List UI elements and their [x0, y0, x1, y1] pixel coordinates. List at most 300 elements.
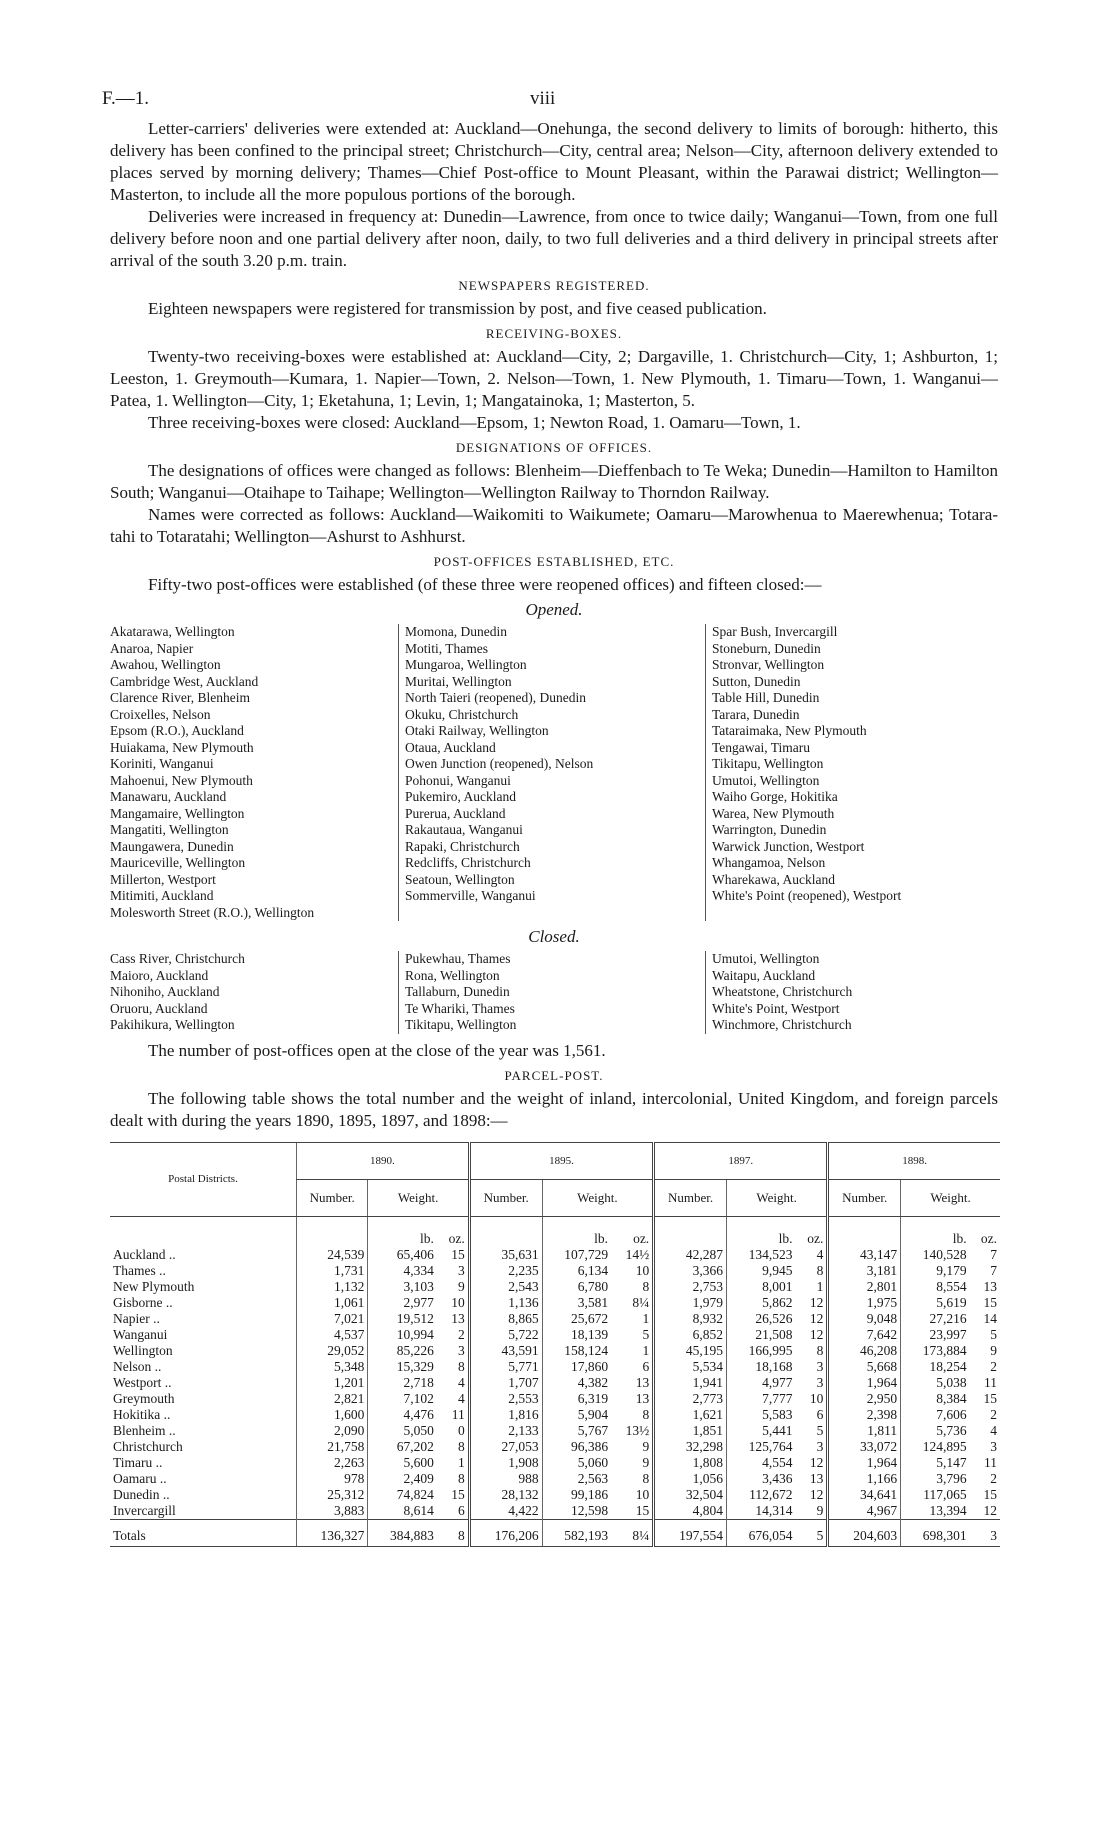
number-cell: 5,722 — [469, 1327, 542, 1343]
post-office-entry: Mahoenui, New Plymouth — [110, 772, 253, 788]
weight-lb-cell: 124,895 — [901, 1439, 970, 1455]
weight-oz-cell: 3 — [816, 1358, 824, 1374]
weight-oz-cell: 15 — [451, 1246, 465, 1262]
designations-paragraph-1: The designations of offices were changed as follows: Blenheim—Dieffenbach to Te Weka; Dunedin—Hamilton to Hamilton South; Wanganui—Otaihape to Taihape; Wellington—Wellington Railway to Thorndon Railway. — [110, 461, 998, 502]
weight-lb-cell: 17,860 — [542, 1359, 611, 1375]
weight-lb-cell: 384,883 — [368, 1519, 437, 1546]
weight-lb-cell: 5,038 — [901, 1375, 970, 1391]
weight-oz-cell: 10 — [809, 1390, 824, 1406]
opened-label: Opened. — [525, 600, 583, 619]
post-office-entry: Rona, Wellington — [405, 967, 500, 983]
weight-oz-cell: 3 — [458, 1342, 465, 1358]
number-cell: 2,090 — [297, 1423, 368, 1439]
weight-oz-cell: 8 — [437, 1519, 469, 1546]
number-cell: 24,539 — [297, 1247, 368, 1263]
open-total-paragraph: The number of post-offices open at the close of the year was 1,561. — [148, 1040, 606, 1060]
post-office-entry: Maungawera, Dunedin — [110, 838, 234, 854]
post-office-entry: Motiti, Thames — [405, 640, 488, 656]
table-row — [110, 1247, 1000, 1263]
number-cell: 1,941 — [654, 1375, 727, 1391]
number-cell: 176,206 — [469, 1519, 542, 1546]
table-row — [110, 1439, 1000, 1455]
number-cell: 5,534 — [654, 1359, 727, 1375]
weight-oz-cell: 5 — [816, 1422, 824, 1438]
unit-lb: lb. — [726, 1216, 795, 1247]
weight-lb-cell: 9,179 — [901, 1263, 970, 1279]
number-cell: 1,811 — [828, 1423, 901, 1439]
weight-oz-cell: 12 — [809, 1326, 824, 1342]
post-office-entry: Umutoi, Wellington — [712, 772, 820, 788]
weight-lb-cell: 3,581 — [542, 1295, 611, 1311]
district-name: Christchurch — [113, 1438, 183, 1454]
year-header: 1890. — [297, 1142, 470, 1179]
weight-lb-cell: 125,764 — [726, 1439, 795, 1455]
number-cell: 2,235 — [469, 1263, 542, 1279]
number-cell: 28,132 — [469, 1487, 542, 1503]
post-office-entry: Stoneburn, Dunedin — [712, 640, 821, 656]
number-cell: 27,053 — [469, 1439, 542, 1455]
post-office-entry: Warwick Junction, Westport — [712, 838, 865, 854]
number-cell: 4,422 — [469, 1503, 542, 1520]
units-spacer — [110, 1216, 297, 1247]
weight-oz-cell: 11 — [984, 1454, 997, 1470]
designations-heading: DESIGNATIONS OF OFFICES. — [455, 440, 653, 455]
weight-lb-cell: 6,319 — [542, 1391, 611, 1407]
number-cell: 2,263 — [297, 1455, 368, 1471]
designations-paragraph-2: Names were corrected as follows: Auckland—Waikomiti to Waikumete; Oamaru—Marowhenua to Maerewhenua; Totara-tahi to Totaratahi; Wellington—Ashurst to Ashhurst. — [110, 505, 998, 546]
weight-lb-cell: 96,386 — [542, 1439, 611, 1455]
weight-oz-cell: 6 — [458, 1502, 465, 1518]
unit-oz: oz. — [980, 1230, 997, 1246]
number-cell: 25,312 — [297, 1487, 368, 1503]
weight-lb-cell: 18,139 — [542, 1327, 611, 1343]
weight-oz-cell: 3 — [816, 1374, 824, 1390]
opened-col-1 — [110, 624, 398, 921]
weight-oz-cell: 8 — [642, 1278, 650, 1294]
post-office-entry: Otaki Railway, Wellington — [405, 723, 549, 738]
table-row — [110, 1359, 1000, 1375]
post-office-entry: Whangamoa, Nelson — [712, 855, 826, 870]
weight-oz-cell: 3 — [970, 1519, 1000, 1546]
weight-lb-cell: 6,134 — [542, 1263, 611, 1279]
district-name: Auckland .. — [113, 1246, 176, 1262]
post-office-entry: Table Hill, Dunedin — [712, 690, 820, 705]
weight-oz-cell: 9 — [990, 1342, 997, 1358]
post-office-entry: Manawaru, Auckland — [110, 789, 227, 804]
number-cell: 5,348 — [297, 1359, 368, 1375]
post-office-entry: Tengawai, Timaru — [712, 739, 811, 755]
weight-lb-cell: 8,554 — [901, 1279, 970, 1295]
post-office-entry: Tataraimaka, New Plymouth — [712, 723, 867, 738]
weight-lb-cell: 107,729 — [542, 1247, 611, 1263]
receiving-boxes-paragraph-2: Three receiving-boxes were closed: Auckland—Epsom, 1; Newton Road, 1. Oamaru—Town, 1. — [148, 413, 801, 432]
number-cell: 35,631 — [469, 1247, 542, 1263]
post-office-entry: Seatoun, Wellington — [405, 871, 515, 887]
post-office-entry: Nihoniho, Auckland — [110, 984, 220, 999]
weight-oz-cell: 6 — [816, 1406, 824, 1422]
post-office-entry: Tarara, Dunedin — [712, 706, 800, 722]
post-office-entry: Tikitapu, Wellington — [712, 756, 824, 771]
table-row — [110, 1343, 1000, 1359]
weight-lb-cell: 67,202 — [368, 1439, 437, 1455]
post-office-entry: White's Point, Westport — [712, 1000, 840, 1016]
weight-oz-cell: 4 — [990, 1422, 997, 1438]
number-header: Number. — [469, 1179, 542, 1216]
district-name: Hokitika .. — [113, 1406, 171, 1422]
weight-oz-cell: 5 — [795, 1519, 827, 1546]
weight-oz-cell: 8 — [642, 1470, 650, 1486]
weight-oz-cell: 8 — [816, 1342, 824, 1358]
number-cell: 2,950 — [828, 1391, 901, 1407]
page-number: viii — [530, 88, 556, 109]
district-name: Totals — [110, 1519, 297, 1546]
post-office-entry: Mungaroa, Wellington — [405, 657, 527, 672]
weight-lb-cell: 112,672 — [726, 1487, 795, 1503]
post-office-entry: Pukemiro, Auckland — [405, 789, 516, 804]
weight-oz-cell: 15 — [983, 1486, 997, 1502]
weight-oz-cell: 4 — [458, 1390, 465, 1406]
weight-lb-cell: 85,226 — [368, 1343, 437, 1359]
weight-lb-cell: 18,168 — [726, 1359, 795, 1375]
number-cell: 9,048 — [828, 1311, 901, 1327]
number-cell: 34,641 — [828, 1487, 901, 1503]
weight-lb-cell: 2,409 — [368, 1471, 437, 1487]
page-header — [102, 88, 998, 118]
weight-oz-cell: 15 — [451, 1486, 465, 1502]
weight-oz-cell: 15 — [983, 1390, 997, 1406]
weight-lb-cell: 14,314 — [726, 1503, 795, 1520]
units-spacer — [654, 1216, 727, 1247]
table-row — [110, 1327, 1000, 1343]
year-header: 1898. — [828, 1142, 1000, 1179]
post-office-entry: Rapaki, Christchurch — [405, 838, 520, 854]
number-cell: 1,201 — [297, 1375, 368, 1391]
year-header: 1895. — [469, 1142, 653, 1179]
post-office-entry: Muritai, Wellington — [405, 673, 512, 689]
number-cell: 1,707 — [469, 1375, 542, 1391]
weight-lb-cell: 74,824 — [368, 1487, 437, 1503]
weight-lb-cell: 5,619 — [901, 1295, 970, 1311]
weight-header: Weight. — [542, 1179, 654, 1216]
weight-lb-cell: 166,995 — [726, 1343, 795, 1359]
post-office-entry: Okuku, Christchurch — [405, 706, 519, 722]
weight-oz-cell: 3 — [816, 1438, 824, 1454]
weight-oz-cell: 8 — [458, 1470, 465, 1486]
district-name: Timaru .. — [113, 1454, 163, 1470]
post-office-entry: Redcliffs, Christchurch — [405, 855, 531, 870]
weight-lb-cell: 19,512 — [368, 1311, 437, 1327]
weight-lb-cell: 2,563 — [542, 1471, 611, 1487]
number-cell: 2,821 — [297, 1391, 368, 1407]
weight-lb-cell: 3,103 — [368, 1279, 437, 1295]
weight-oz-cell: 3 — [990, 1438, 997, 1454]
post-office-entry: Wheatstone, Christchurch — [712, 984, 853, 999]
number-cell: 2,398 — [828, 1407, 901, 1423]
weight-lb-cell: 5,050 — [368, 1423, 437, 1439]
weight-oz-cell: 13 — [635, 1374, 650, 1390]
post-office-entry: Awahou, Wellington — [110, 657, 221, 672]
number-cell: 1,621 — [654, 1407, 727, 1423]
weight-lb-cell: 8,001 — [726, 1279, 795, 1295]
weight-lb-cell: 6,780 — [542, 1279, 611, 1295]
post-office-entry: Rakautaua, Wanganui — [405, 822, 523, 837]
table-row — [110, 1423, 1000, 1439]
weight-oz-cell: 8 — [816, 1262, 824, 1278]
post-office-entry: Momona, Dunedin — [405, 624, 507, 639]
post-office-entry: Pohonui, Wanganui — [405, 772, 511, 788]
number-cell: 1,136 — [469, 1295, 542, 1311]
weight-lb-cell: 158,124 — [542, 1343, 611, 1359]
post-office-entry: Purerua, Auckland — [405, 805, 506, 821]
weight-oz-cell: 8 — [458, 1358, 465, 1374]
closed-offices-list — [110, 951, 998, 1034]
number-cell: 7,642 — [828, 1327, 901, 1343]
document-reference: F.—1. — [102, 88, 150, 109]
post-office-entry: Clarence River, Blenheim — [110, 690, 251, 705]
units-row — [110, 1216, 1000, 1247]
weight-lb-cell: 4,334 — [368, 1263, 437, 1279]
number-cell: 1,908 — [469, 1455, 542, 1471]
weight-oz-cell: 12 — [809, 1454, 824, 1470]
post-office-entry: Epsom (R.O.), Auckland — [110, 723, 244, 738]
number-cell: 42,287 — [654, 1247, 727, 1263]
post-offices-paragraph: Fifty-two post-offices were established (of these three were reopened offices) and fifteen closed:— — [148, 575, 822, 594]
weight-oz-cell: 14 — [983, 1310, 997, 1326]
district-name: Gisborne .. — [113, 1294, 173, 1310]
number-cell: 6,852 — [654, 1327, 727, 1343]
post-office-entry: Tallaburn, Dunedin — [405, 984, 510, 999]
closed-label: Closed. — [528, 927, 580, 946]
post-office-entry: Wharekawa, Auckland — [712, 871, 835, 887]
weight-oz-cell: 8¼ — [632, 1294, 650, 1310]
post-offices-heading: POST-OFFICES ESTABLISHED, ETC. — [433, 554, 675, 569]
weight-oz-cell: 10 — [635, 1262, 650, 1278]
receiving-boxes-heading: RECEIVING-BOXES. — [485, 326, 623, 341]
post-office-entry: White's Point (reopened), Westport — [712, 888, 902, 903]
weight-oz-cell: 13 — [451, 1310, 465, 1326]
newspapers-heading: NEWSPAPERS REGISTERED. — [458, 278, 650, 293]
weight-lb-cell: 18,254 — [901, 1359, 970, 1375]
number-cell: 3,366 — [654, 1263, 727, 1279]
number-cell: 7,021 — [297, 1311, 368, 1327]
number-cell: 2,553 — [469, 1391, 542, 1407]
weight-lb-cell: 8,384 — [901, 1391, 970, 1407]
weight-lb-cell: 5,441 — [726, 1423, 795, 1439]
weight-lb-cell: 140,528 — [901, 1247, 970, 1263]
post-office-entry: Owen Junction (reopened), Nelson — [405, 756, 594, 771]
letter-carriers-paragraph: Letter-carriers' deliveries were extended at: Auckland—Onehunga, the second delivery to limits of borough: hitherto, this delivery has been confined to the principal street; Christchurch—City, central area; Nelson—City, afternoon delivery extended to places served by morning delivery; Thames—Chief Post-office to Mount Pleasant, within the Parawai district; Wellington—Masterton, to include all the more populous portions of the borough. — [110, 119, 998, 204]
weight-oz-cell: 12 — [809, 1310, 824, 1326]
weight-oz-cell: 4 — [816, 1246, 824, 1262]
number-cell: 4,804 — [654, 1503, 727, 1520]
weight-oz-cell: 3 — [458, 1262, 465, 1278]
post-office-entry: Winchmore, Christchurch — [712, 1017, 852, 1032]
number-cell: 1,132 — [297, 1279, 368, 1295]
post-office-entry: Huiakama, New Plymouth — [110, 739, 254, 755]
district-name: Greymouth — [113, 1390, 175, 1406]
weight-lb-cell: 12,598 — [542, 1503, 611, 1520]
unit-oz: oz. — [633, 1230, 650, 1246]
weight-lb-cell: 5,147 — [901, 1455, 970, 1471]
district-name: Blenheim .. — [113, 1422, 176, 1438]
weight-lb-cell: 5,600 — [368, 1455, 437, 1471]
weight-lb-cell: 26,526 — [726, 1311, 795, 1327]
weight-lb-cell: 7,777 — [726, 1391, 795, 1407]
number-cell: 1,851 — [654, 1423, 727, 1439]
unit-oz: oz. — [807, 1230, 824, 1246]
post-office-entry: Umutoi, Wellington — [712, 951, 820, 966]
number-cell: 2,543 — [469, 1279, 542, 1295]
weight-lb-cell: 13,394 — [901, 1503, 970, 1520]
weight-lb-cell: 4,476 — [368, 1407, 437, 1423]
post-office-entry: Koriniti, Wanganui — [110, 756, 214, 771]
weight-oz-cell: 1 — [642, 1342, 650, 1358]
weight-lb-cell: 5,583 — [726, 1407, 795, 1423]
weight-lb-cell: 65,406 — [368, 1247, 437, 1263]
weight-oz-cell: 2 — [990, 1470, 997, 1486]
weight-oz-cell: 6 — [642, 1358, 650, 1374]
units-spacer — [297, 1216, 368, 1247]
number-cell: 978 — [297, 1471, 368, 1487]
number-cell: 1,964 — [828, 1455, 901, 1471]
number-cell: 1,731 — [297, 1263, 368, 1279]
weight-oz-cell: 15 — [635, 1502, 650, 1518]
weight-oz-cell: 12 — [809, 1294, 824, 1310]
weight-lb-cell: 21,508 — [726, 1327, 795, 1343]
weight-lb-cell: 117,065 — [901, 1487, 970, 1503]
weight-oz-cell: 11 — [451, 1406, 465, 1422]
table-row — [110, 1407, 1000, 1423]
number-cell: 1,816 — [469, 1407, 542, 1423]
weight-oz-cell: 13 — [635, 1390, 650, 1406]
post-office-entry: Mangamaire, Wellington — [110, 805, 245, 821]
post-office-entry: Oruoru, Auckland — [110, 1000, 208, 1016]
post-office-entry: Millerton, Westport — [110, 871, 216, 887]
table-row — [110, 1471, 1000, 1487]
weight-oz-cell: 9 — [642, 1438, 650, 1454]
parcel-post-heading: PARCEL-POST. — [504, 1067, 604, 1083]
opened-col-3 — [705, 624, 998, 921]
district-name: Westport .. — [113, 1374, 172, 1390]
document-page — [102, 88, 998, 1547]
post-office-entry: Waitapu, Auckland — [712, 967, 816, 983]
post-office-entry: Pukewhau, Thames — [405, 951, 511, 966]
table-row — [110, 1503, 1000, 1520]
weight-oz-cell: 7 — [990, 1246, 997, 1262]
number-cell: 46,208 — [828, 1343, 901, 1359]
weight-oz-cell: 12 — [983, 1502, 997, 1518]
post-office-entry: Spar Bush, Invercargill — [712, 624, 838, 639]
number-cell: 8,865 — [469, 1311, 542, 1327]
weight-oz-cell: 2 — [990, 1406, 997, 1422]
weight-lb-cell: 25,672 — [542, 1311, 611, 1327]
number-cell: 2,801 — [828, 1279, 901, 1295]
postal-districts-header: Postal Districts. — [110, 1142, 297, 1216]
weight-lb-cell: 4,977 — [726, 1375, 795, 1391]
receiving-boxes-paragraph-1: Twenty-two receiving-boxes were established at: Auckland—City, 2; Dargaville, 1. Christchurch—City, 1; Ashburton, 1; Leeston, 1. Greymouth—Kumara, 1. Napier—Town, 2. Nelson—Town, 1. New Plymouth, 1. Timaru—Town, 1. Wanganui—Patea, 1. Wellington—City, 1; Eketahuna, 1; Levin, 1; Mangatainoka, 1; Masterton, 5. — [110, 347, 998, 410]
weight-oz-cell: 8 — [642, 1406, 650, 1422]
opened-col-2 — [398, 624, 705, 921]
table-row — [110, 1295, 1000, 1311]
weight-oz-cell: 12 — [809, 1486, 824, 1502]
number-cell: 5,668 — [828, 1359, 901, 1375]
weight-lb-cell: 8,614 — [368, 1503, 437, 1520]
post-office-entry: Molesworth Street (R.O.), Wellington — [110, 904, 315, 920]
number-cell: 2,133 — [469, 1423, 542, 1439]
weight-lb-cell: 4,554 — [726, 1455, 795, 1471]
weight-lb-cell: 5,767 — [542, 1423, 611, 1439]
weight-lb-cell: 5,904 — [542, 1407, 611, 1423]
number-cell: 43,147 — [828, 1247, 901, 1263]
closed-col-2 — [398, 951, 705, 1034]
weight-oz-cell: 1 — [458, 1454, 465, 1470]
number-cell: 1,964 — [828, 1375, 901, 1391]
weight-lb-cell: 10,994 — [368, 1327, 437, 1343]
post-office-entry: North Taieri (reopened), Dunedin — [405, 690, 586, 705]
weight-lb-cell: 5,862 — [726, 1295, 795, 1311]
weight-oz-cell: 4 — [458, 1374, 465, 1390]
weight-lb-cell: 3,436 — [726, 1471, 795, 1487]
weight-oz-cell: 5 — [990, 1326, 997, 1342]
table-row — [110, 1487, 1000, 1503]
weight-oz-cell: 7 — [990, 1262, 997, 1278]
weight-lb-cell: 23,997 — [901, 1327, 970, 1343]
number-cell: 3,883 — [297, 1503, 368, 1520]
number-cell: 5,771 — [469, 1359, 542, 1375]
units-spacer — [469, 1216, 542, 1247]
number-cell: 32,504 — [654, 1487, 727, 1503]
number-cell: 1,600 — [297, 1407, 368, 1423]
table-row — [110, 1391, 1000, 1407]
table-row — [110, 1455, 1000, 1471]
post-office-entry: Mitimiti, Auckland — [110, 888, 214, 903]
weight-oz-cell: 10 — [451, 1294, 465, 1310]
table-row — [110, 1375, 1000, 1391]
weight-header: Weight. — [726, 1179, 827, 1216]
weight-oz-cell: 2 — [458, 1326, 465, 1342]
weight-lb-cell: 173,884 — [901, 1343, 970, 1359]
weight-lb-cell: 9,945 — [726, 1263, 795, 1279]
post-office-entry: Akatarawa, Wellington — [110, 624, 235, 639]
post-office-entry: Anaroa, Napier — [110, 640, 194, 656]
number-cell: 2,773 — [654, 1391, 727, 1407]
district-name: New Plymouth — [113, 1278, 195, 1294]
number-cell: 4,537 — [297, 1327, 368, 1343]
weight-oz-cell: 11 — [984, 1374, 997, 1390]
district-name: Thames .. — [113, 1262, 166, 1278]
weight-oz-cell: 5 — [642, 1326, 650, 1342]
number-cell: 2,753 — [654, 1279, 727, 1295]
number-cell: 32,298 — [654, 1439, 727, 1455]
weight-lb-cell: 5,736 — [901, 1423, 970, 1439]
unit-lb: lb. — [368, 1216, 437, 1247]
closed-col-3 — [705, 951, 998, 1034]
post-office-entry: Stronvar, Wellington — [712, 657, 825, 672]
post-office-entry: Cass River, Christchurch — [110, 951, 245, 966]
weight-lb-cell: 2,718 — [368, 1375, 437, 1391]
number-header: Number. — [297, 1179, 368, 1216]
number-cell: 29,052 — [297, 1343, 368, 1359]
district-name: Wellington — [113, 1342, 173, 1358]
table-row — [110, 1311, 1000, 1327]
weight-oz-cell: 15 — [983, 1294, 997, 1310]
weight-oz-cell: 2 — [990, 1358, 997, 1374]
closed-col-1 — [110, 951, 398, 1034]
post-office-entry: Waiho Gorge, Hokitika — [712, 789, 838, 804]
unit-lb: lb. — [901, 1216, 970, 1247]
number-cell: 1,808 — [654, 1455, 727, 1471]
district-name: Napier .. — [113, 1310, 160, 1326]
